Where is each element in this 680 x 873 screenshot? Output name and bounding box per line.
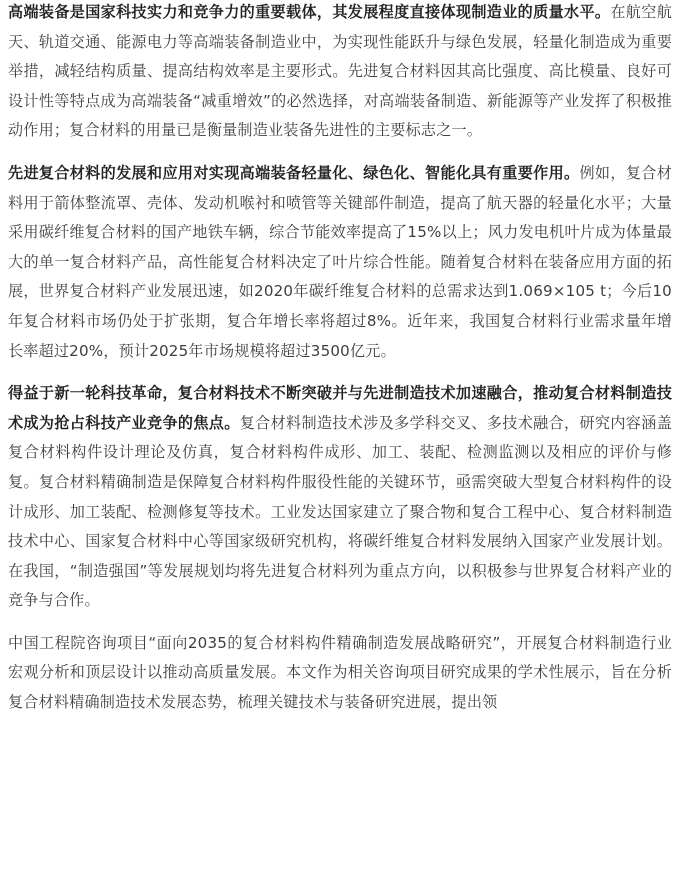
paragraph-lead: 先进复合材料的发展和应用对实现高端装备轻量化、绿色化、智能化具有重要作用。: [8, 163, 580, 182]
paragraph-text: 中国工程院咨询项目“面向2035的复合材料构件精确制造发展战略研究”，开展复合材料制造行业宏观分析和顶层设计以推动高质量发展。本文作为相关咨询项目研究成果的学术性展示，旨在分析复合材料精确制造技术发展态势，梳理关键技术与装备研究进展，提出领: [8, 633, 672, 712]
paragraph-composite-applications: [8, 159, 672, 366]
paragraph-lead: 高端装备是国家科技实力和竞争力的重要载体，其发展程度直接体现制造业的质量水平。: [8, 3, 611, 21]
paragraph-manufacturing-technology: [8, 379, 672, 616]
paragraph-high-end-equipment: [8, 0, 672, 146]
paragraph-text: 例如，复合材料用于箭体整流罩、壳体、发动机喉衬和喷管等关键部件制造，提高了航天器的轻量化水平；大量采用碳纤维复合材料的国产地铁车辆，综合节能效率提高了15%以上；风力发电机叶片成为体量最大的单一复合材料产品，高性能复合材料决定了叶片综合性能。随着复合材料在装备应用方面的拓展，世界复合材料产业发展迅速，如2020年碳纤维复合材料的总需求达到1.069×105 t；今后10年复合材料市场仍处于扩张期，复合年增长率将超过8%。近年来，我国复合材料行业需求量年增长率超过20%，预计2025年市场规模将超过3500亿元。: [8, 163, 673, 360]
paragraph-text: 复合材料制造技术涉及多学科交叉、多技术融合，研究内容涵盖复合材料构件设计理论及仿真，复合材料构件成形、加工、装配、检测监测以及相应的评价与修复。复合材料精确制造是保障复合材料构件服役性能的关键环节，亟需突破大型复合材料构件的设计成形、加工装配、检测修复等技术。工业发达国家建立了聚合物和复合工程中心、复合材料制造技术中心、国家复合材料中心等国家级研究机构，将碳纤维复合材料发展纳入国家产业发展计划。在我国，“制造强国”等发展规划均将先进复合材料列为重点方向，以积极参与世界复合材料产业的竞争与合作。: [8, 413, 672, 610]
paragraph-consulting-project: [8, 629, 672, 718]
paragraph-text: 在航空航天、轨道交通、能源电力等高端装备制造业中，为实现性能跃升与绿色发展，轻量化制造成为重要举措，减轻结构质量、提高结构效率是主要形式。先进复合材料因其高比强度、高比模量、良好可设计性等特点成为高端装备“减重增效”的必然选择，对高端装备制造、新能源等产业发挥了积极推动作用；复合材料的用量已是衡量制造业装备先进性的主要标志之一。: [8, 3, 672, 140]
paragraph-lead: 得益于新一轮科技革命，复合材料技术不断突破并与先进制造技术加速融合，推动复合材料制造技术成为抢占科技产业竞争的焦点。: [8, 384, 672, 432]
